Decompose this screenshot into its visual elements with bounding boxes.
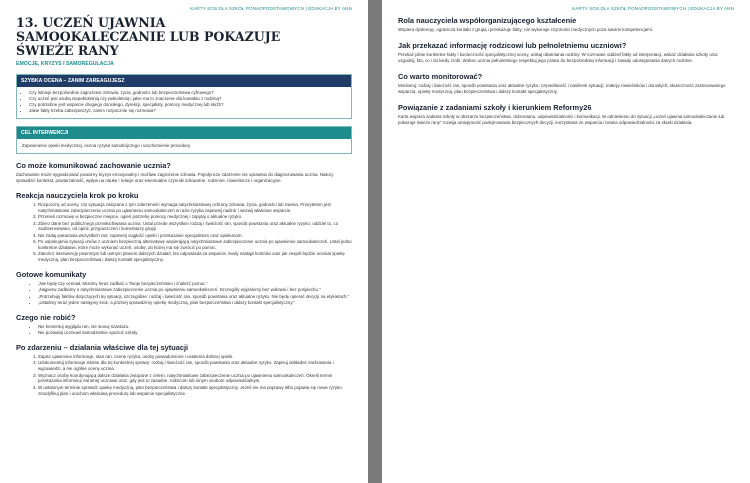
list-item: • Jakie fakty trzeba zabezpieczyć, zanim rozpocznie się rozmowa?: [29, 108, 347, 114]
list-item: • „Potrzebuję faktów dotyczących tej sytuacji, szczególnie: rodzaj i świeżość ran, sposób powstania oraz aktualne ryzyko. Nie będę opierać decyzji na etykietach.”: [38, 294, 352, 300]
section-heading: Gotowe komunikaty: [16, 269, 87, 279]
section-heading: Rola nauczyciela współorganizującego kształcenie: [398, 16, 577, 25]
messages-list: [16, 281, 352, 306]
section-text: Zachowanie może sygnalizować poważny kryzys emocjonalny i możliwe zagrożenie zdrowia. Pojedyncze zdarzenie nie uprawnia do diagnozowania ucznia. Należy sprawdzić kontekst, powtarzalność, wpływ na naukę i relacje oraz ewentualne czynniki zdrowotne, rodzinne, rówieśnicze i organizacyjne.: [16, 172, 334, 183]
intervention-goal-box: [16, 126, 352, 154]
section-heading: Czego nie robić?: [16, 312, 76, 322]
list-item: • Nie komentuj wyglądu ran, nie stosuj szantażu.: [38, 324, 352, 330]
list-item: • Czy uczeń jest osobą niepełnoletnią czy pełnoletnią i jakie ma to znaczenie dla kontaktu z rodziną?: [29, 96, 347, 102]
page-left: [0, 0, 368, 483]
list-item: • Czy istnieje bezpośrednie zagrożenie zdrowia, życia, godności lub bezpieczeństwa cyfrowego?: [29, 90, 347, 96]
section-text: Monitoruj: rodzaj i świeżość ran, sposób powstania oraz aktualne ryzyko; częstotliwość i nasilenie sytuacji; reakcję rówieśników i dorosłych; skuteczność zastosowanego wsparcia; opiekę medyczną, plan bezpieczeństwa i dalszy kontakt specjalistyczny.: [398, 83, 726, 94]
section-heading: Co warto monitorować?: [398, 72, 483, 81]
section-heading: Jak przekazać informację rodzicowi lub pełnoletniemu uczniowi?: [398, 41, 627, 50]
intervention-goal-heading: CEL INTERWENCJI: [17, 127, 351, 139]
list-item: 4. W ustalonym terminie sprawdź opiekę medyczną, plan bezpieczeństwa i dalszy kontakt specjalistyczny. Jeżeli nie ma poprawy albo pojawia się nowe ryzyko, zmodyfikuj plan i uruchom właściwą procedurę lub wsparcie specjalistyczne.: [38, 385, 352, 397]
list-item: 2. Udokumentuj informacje istotne dla tej konkretnej sprawy: rodzaj i świeżość ran, sposób powstania oraz aktualne ryzyko. Zapisuj dokładne zachowania i wypowiedzi, a nie ogólne oceny ucznia.: [38, 360, 352, 372]
page-title: 13. UCZEŃ UJAWNIA SAMOOKALECZANIE LUB POKAZUJE ŚWIEŻE RANY: [16, 15, 281, 58]
list-item: • Czy potrzebne jest wsparcie drugiego dorosłego, dyrekcji, specjalisty, pomocy medycznej lub służb?: [29, 102, 347, 108]
section-heading: Powiązanie z zadaniami szkoły i kierunkiem Reformy26: [398, 103, 592, 112]
intervention-goal-text: Zapewnienie opieki medycznej, ocena ryzyka samobójczego i uruchomienie procedury.: [22, 143, 192, 148]
list-item: 4. Nie zadaj pokazania wszystkich ran; zapewnij ciągłość opieki i przekazanie specjalistom oraz opiekunom.: [38, 233, 352, 239]
list-item: 6. Zakończ interwencję pisemnym lub ustnym planem dalszych działań: kto odpowiada za wsparcie, kiedy nastąpi kontrola oraz jak zespół będzie oceniał opiekę medyczną, plan bezpieczeństwa i dalszy kontakt specjalistyczny.: [38, 251, 352, 263]
list-item: • Nie pozwalaj uczniowi samodzielnie opuścić szkoły.: [38, 330, 352, 336]
section-text: Wspiera dyskrecję, ogranicza kontakt z grupą i przekazuje fakty; nie wykonuje czynności medycznych poza swoimi kompetencjami.: [398, 27, 654, 32]
list-item: • „Nie będę Cię oceniał. Musimy teraz zadbać o Twoje bezpieczeństwo i znaleźć pomoc.”: [38, 281, 352, 287]
list-item: • „Najpierw zadbamy o natychmiastowe zabezpieczenie ucznia po ujawnieniu samookaleczeń. Szczegóły wyjaśnimy bez widowni i bez pośpiechu.”: [38, 287, 352, 293]
list-item: 3. Wyznacz osobę koordynującą dalsze działania związane z celem: natychmiastowe zabezpieczenie ucznia po ujawnieniu samookaleczeń. Określ termin przekazania informacji zwrotnej uczniowi oraz, gdy jest to zasadne, rodzicom lub innym osobom odpowiedzialnym.: [38, 373, 352, 385]
steps-list: [16, 202, 352, 263]
quick-assessment-box: [16, 74, 352, 119]
after-steps-list: [16, 354, 352, 396]
page-right: [382, 0, 750, 483]
list-item: 2. Przenieś rozmowę w bezpieczne miejsce, ogień potrzebę pomocy medycznej i zapytaj o aktualne ryzyko.: [38, 214, 352, 220]
section-text: Karta wspiera zadania szkoły w obszarze bezpieczeństwa, dobrostanu, odpowiedzialności i komunikacji. W odniesieniu do sytuacji „uczeń ujawnia samookaleczanie lub pokazuje świeże rany” rozwija umiejętność podejmowania bezpiecznych decyzji, korzystania ze wsparcia i brania odpowiedzialności za skutki działania.: [398, 114, 725, 125]
list-item: 1. Rozpocznij od oceny, czy sytuacja związana z tym zdarzeniem wymaga natychmiastowej ochrony zdrowia, życia, godności lub mienia. Priorytetem jest natychmiastowe zabezpieczenie ucznia po ujawnieniu samookaleczeń w razie ryzyka zapewnij nadzór i wezwij właściwe wsparcie.: [38, 202, 352, 214]
quick-assessment-list: [17, 87, 351, 118]
running-head: KARTY SOS DLA SZKÓŁ PONADPODSTAWOWYCH | EDUKACJA BY ANN: [572, 6, 734, 11]
section-heading: Co może komunikować zachowanie ucznia?: [16, 161, 171, 170]
list-item: 3. Zbierz dane bez publicznego przesłuchiwania ucznia. Ustal przede wszystkim rodzaj i świeżość ran, sposób powstania oraz aktualne ryzyko; oddziel to, co zaobserwowano, od opinii, przypuszczeń i komentarzy grupy.: [38, 221, 352, 233]
page-gutter: [368, 0, 382, 483]
quick-assessment-heading: SZYBKA OCENA – ZANIM ZAREAGUJESZ: [17, 75, 351, 87]
list-item: • „Ustalimy teraz jeden następny krok, a później sprawdzimy opiekę medyczną, plan bezpieczeństwa i dalszy kontakt specjalistyczny.”: [38, 300, 352, 306]
donts-list: [16, 324, 352, 336]
list-item: 5. Po uspokojeniu sytuacji omów z uczniem bezpieczną alternatywę wspierającą natychmiastowe zabezpieczenie ucznia po ujawnieniu samookaleczeń. Ustal jedno konkretne działanie, które może wykonać uczeń, osobę, do której ma się zwrócić po pomoc.: [38, 239, 352, 251]
section-heading: Po zdarzeniu – działania właściwe dla tej sytuacji: [16, 343, 189, 353]
running-head: KARTY SOS DLA SZKÓŁ PONADPODSTAWOWYCH | EDUKACJA BY ANN: [190, 6, 352, 11]
section-text: Przekaż pilnie konkretne fakty i konieczność specjalistycznej oceny, unikaj obwiniania rodziny. W rozmowie oddziel fakty od interpretacji, wskaż działania szkoły oraz uzgodnij, kto, co i do kiedy zrobi. Wobec ucznia pełnoletniego respektuj jego prawo do bezpośredniej informacji i zasady udostępniania danych rodzinie.: [398, 52, 718, 63]
section-heading: Reakcja nauczyciela krok po kroku: [16, 191, 139, 200]
page-subtitle: EMOCJE, KRYZYS I SAMOREGULACJA: [16, 61, 114, 67]
list-item: 1. Zapisz ujawnione informacje, stan ran, ocenę ryzyka, osoby powiadomione i ustalenia dalszej opieki.: [38, 354, 352, 360]
